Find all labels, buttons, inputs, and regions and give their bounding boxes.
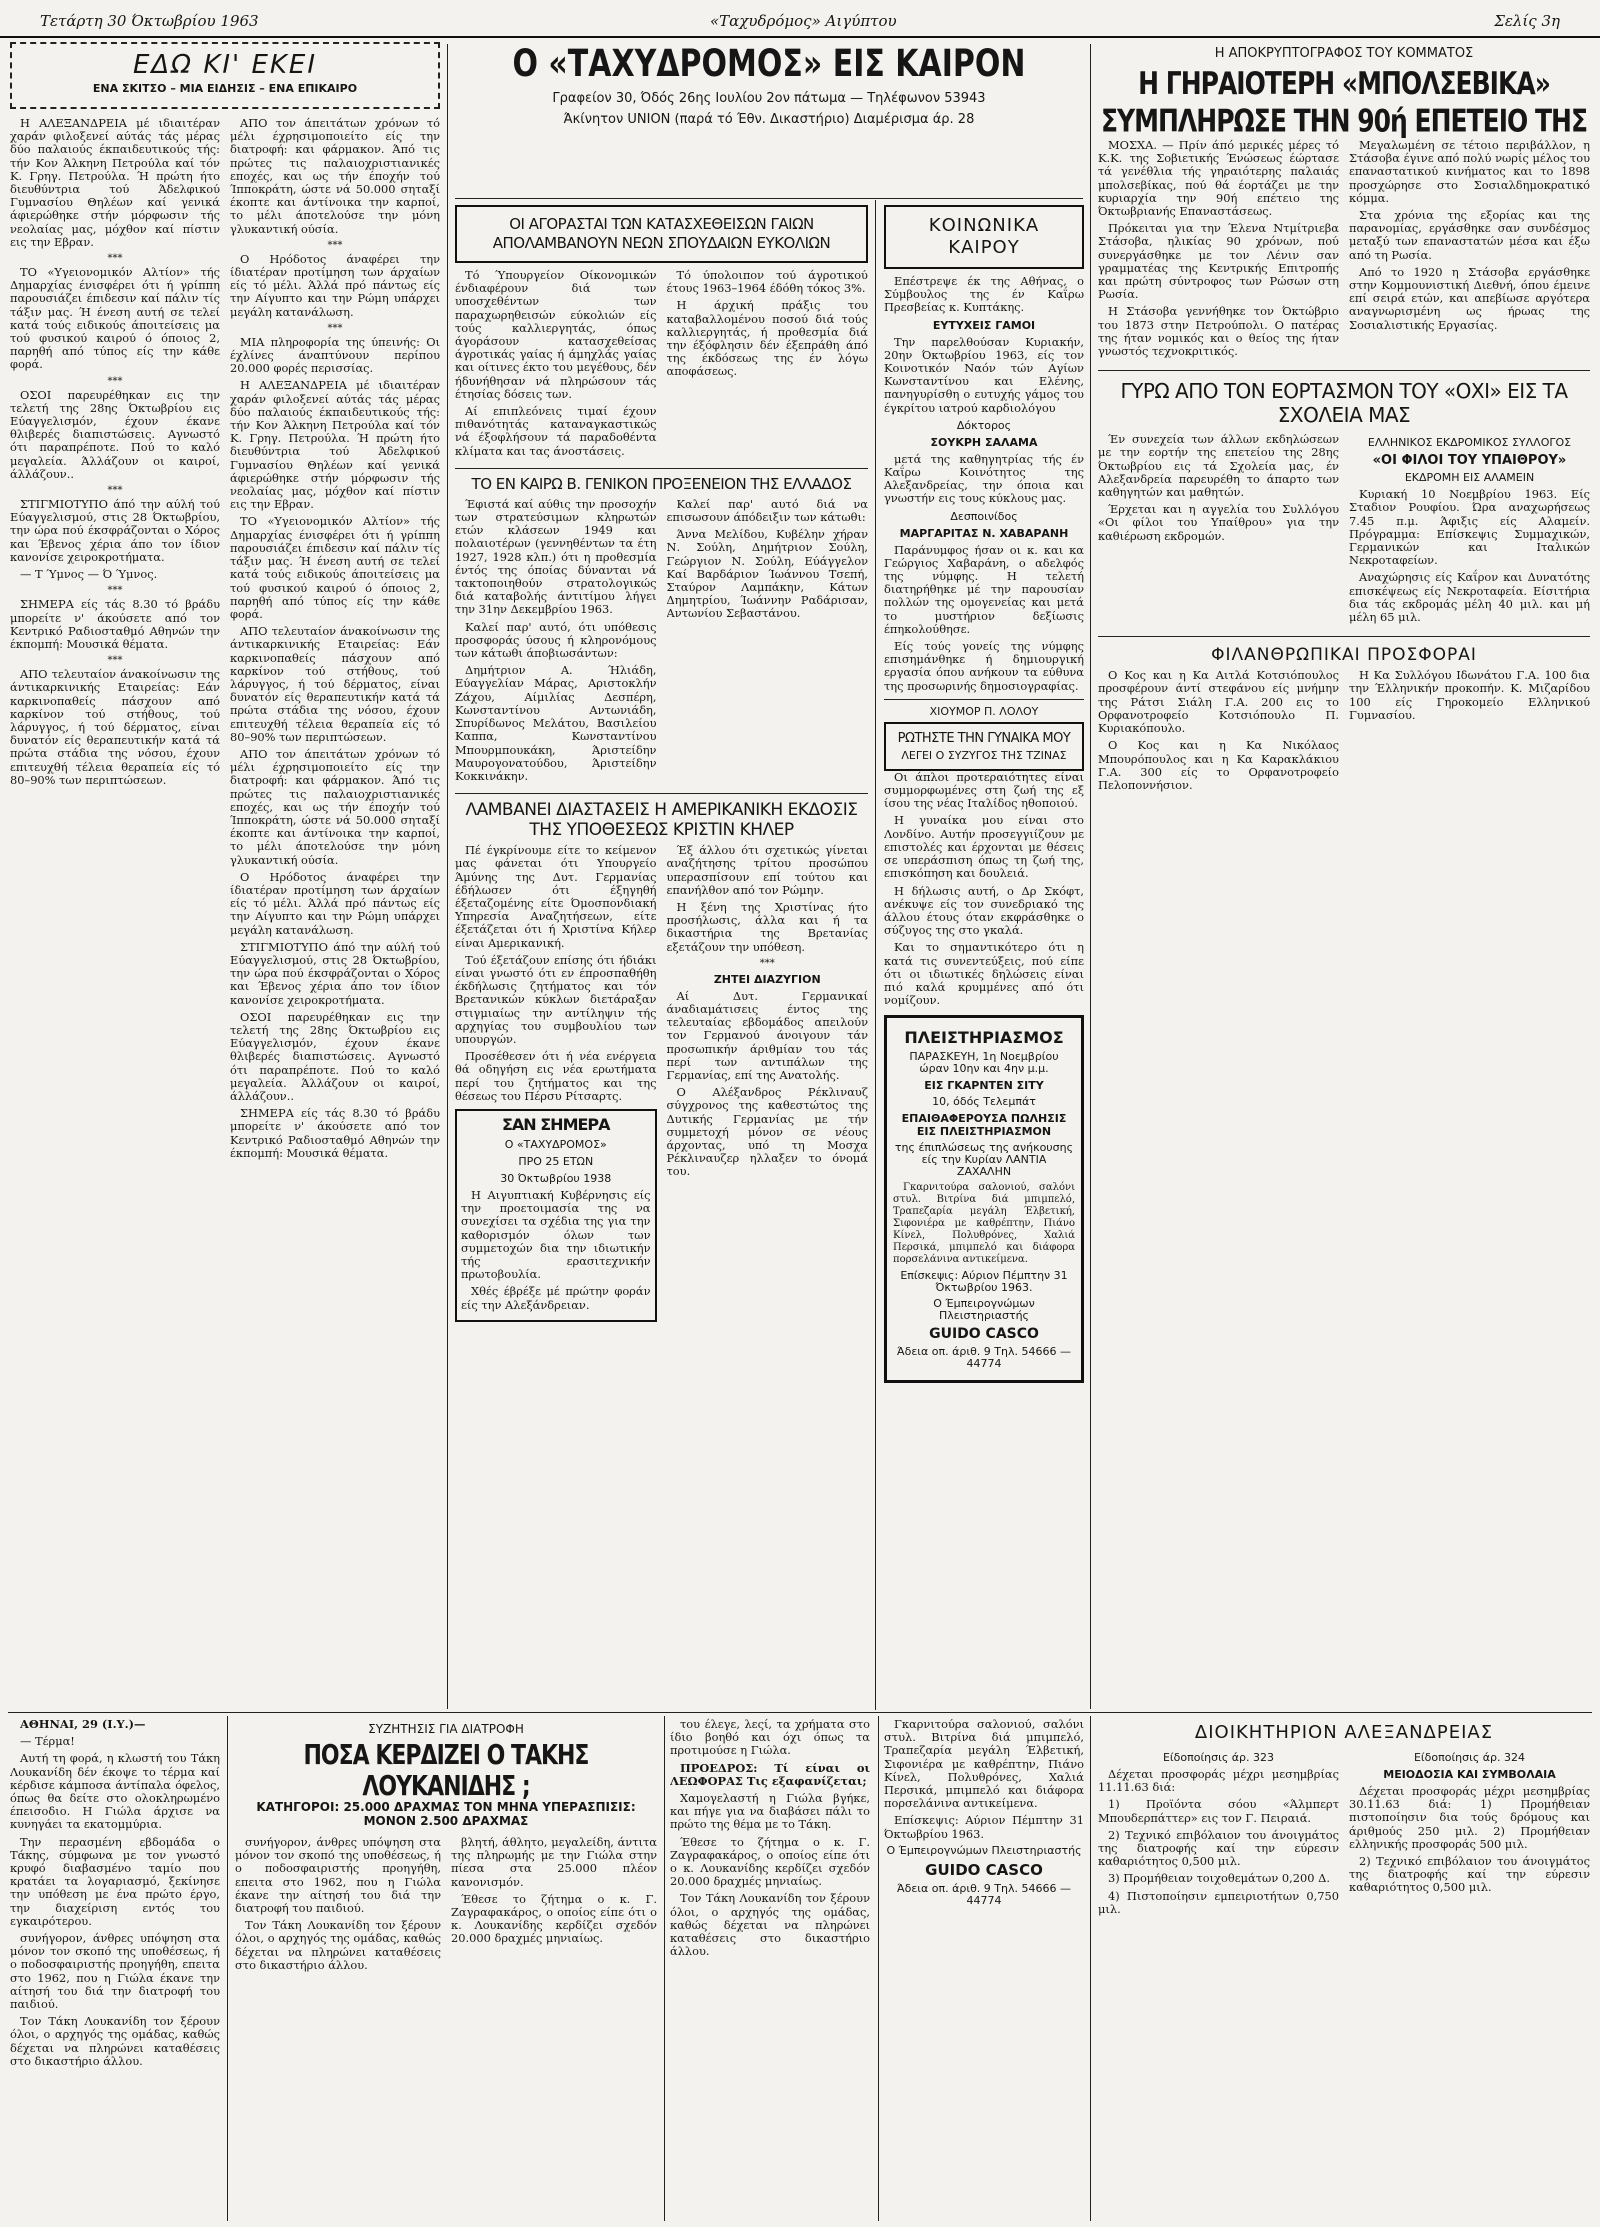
auction-advertisement xyxy=(884,1015,1084,1383)
article-paragraph: Η γυναίκα μου είναι στο Λονδίνο. Αυτήν προσεγγιίζουν με επιστολές και έρχονται με θέσεις σε υπεράσπιση όπως τη ζωή της, επισκόπηση και δουλειά. xyxy=(884,813,1084,881)
club-excursion: ΕΚΔΡΟΜΗ ΕΙΣ ΑΛΑΜΕΙΝ xyxy=(1404,471,1535,485)
column-kicker: ΧΙΟΥΜΟΡ Π. ΛΟΛΟΥ xyxy=(929,704,1039,718)
article-paragraph: Κυριακή 10 Νοεμβρίου 1963. Είς Σταδιον Ρουφίου. Ώρα αναχωρήσεως 7.45 π.μ. Άφιξις είς Αλαμείν. Πρόγραμμα: Επίσκεψις Συμμαχικών, Γερμανικών και Ιταλικών Νεκροταφείων. xyxy=(1349,487,1590,568)
article-paragraph: Από το 1920 η Στάσοβα εργάσθηκε στην Κομμουνιστική Διεθνή, όπου έμεινε επί σειρά ετών, και απεβίωσε αργότερα αναγνωρισμένη ως ήρωας της Σοσιαλιστικής Εργασίας. xyxy=(1349,264,1590,332)
article-paragraph: βλητή, άθλητο, μεγαλείδη, άντιτα της πληρωμής με την Γιώλα στην πίεσα στα 25.000 πλέον κανονισμόν. xyxy=(451,1836,657,1889)
lolos-headline-box xyxy=(884,722,1084,771)
article-paragraph: Επίσκεψις: Αύριον Πέμπτην 31 Όκτωβρίου 1963. xyxy=(884,1813,1084,1841)
article-paragraph: Δημήτριον Α. Ήλιάδη, Εύαγγελίαν Μάρας, Αριστοκλήν Ζάχου, Αίμιλίας Δεσπέρη, Κωνσταντίνου Αντωνιάδη, Σπυρίδωνος Μελάτου, Βασιλείου Καππα, Κωνσταντίνου Μπουρμπουκάκη, Άριστείδην Μαυρογονατούδου, Άριστείδην Κοκκινάκην. xyxy=(455,663,657,783)
article-paragraph: ΜΟΣΧΑ. — Πρίν άπό μερικές μέρες τό Κ.Κ. της Σοβιετικής Ένώσεως έώρτασε τά γενέθλια τής γηραιότερης παλαιάς μπολσεβίκας, πού θά έορτάζει με την κυριαρχία την 90ή επέτειο της Όκτωβριανής Επαναστάσεως. xyxy=(1098,139,1339,219)
article-paragraph: Προσέθεσεν ότι ή νέα ενέργεια θά οδηγήση εις νέα ερωτήματα περί του ζητήματος και της θέσεως του Πέρσυ Ρίτσαρτς. xyxy=(455,1049,657,1103)
article-paragraph: 1) Προϊόντα σόου «Άλμπερτ Μπουδερπάττερ» εις τον Γ. Πειραιά. xyxy=(1098,1797,1339,1825)
article-paragraph: Τό Ύπουργείον Οίκονομικών ένδιαφέρουν διά των υποσχεθέντων των παραχωρηθεισών εύκολιών είς τούς καλλιεργητάς, όπως άγοράσουν κατασχεθείσας άγροτικάς γαίας ή άμηχλάς γαίας και οίτινες έκτο του μεγέθους, δέν ήδυνήθησαν νά πληρώσουν τάς έτησίας δόσεις των. xyxy=(455,269,657,401)
article-paragraph: Τό ύπολοιπον τού άγροτικού έτους 1963–1964 έδόθη τόκος 3%. xyxy=(666,269,868,296)
koinonika-column xyxy=(884,205,1084,1710)
article-paragraph: ΣΗΜΕΡΑ είς τάς 8.30 τό βράδυ μπορείτε ν' άκούσετε από τον Κεντρικό Ραδιοσταθμό Αθηνών την έκπομπή: Μουσικά θέματα. xyxy=(230,1106,440,1160)
article-headline: ΡΩΤΗΣΤΕ ΤΗΝ ΓΥΝΑΙΚΑ ΜΟΥ xyxy=(897,730,1071,746)
article-paragraph: Άννα Μελίδου, Κυβέλην χήραν Ν. Σούλη, Δημήτριον Σούλη, Γεώργιον Ν. Σούλη, Εύάγγελον Καί Βαρδάριον Ίωάννου Τσεπή, Σταύρον Λαμπάκην, Κάτων Δημητρίου, Ίωάννην Ραδάρισαν, Αντωνίου Σεβαστάνου. xyxy=(666,527,868,621)
article-paragraph: μετά της καθηγητρίας τής έν Καΐρω Κοινότητος της Αλεξανδρείας, την όποια και γνωστήν εις τους κύκλους μας. xyxy=(884,451,1084,506)
article-paragraph: ΠΡΟΕΔΡΟΣ: Τί είναι οι ΛΕΩΦΟΡΑΣ Τις εξαφανίζεται; xyxy=(670,1760,870,1788)
article-paragraph: Η ΑΛΕΞΑΝΔΡΕΙΑ μέ ιδιαιτέραν χαράν φιλοξενεί αύτάς τάς μέρας δύο παλαιούς έκπαιδευτικούς τής: τήν Κον Άλκηνη Πετρούλα καί τόν Κ. Γρηγ. Πετρούλα. Ή πρώτη ήτο διευθύντρια τού Άδελφικού Γυμνασίου Θηλέων καί γενικά άφιερώθηκε στήν μόρφωσιν τής νεολαίας μας, μόχθον καί πίστιν εις την Εβραν. xyxy=(230,378,440,512)
article-paragraph: ΜΙΑ πληροφορία της ύπεινής: Οι έχλίνες άναπτύνουν περίπου 20.000 φορές περισσίας. xyxy=(230,334,440,376)
section-subtitle: ΕΥΤΥΧΕΙΣ ΓΑΜΟΙ xyxy=(932,318,1036,332)
article-paragraph: Τού έξετάζουν επίσης ότι ήδιάκι είναι γνωστό ότι εν έπροσπαθήθη έκδήλωσις ζητήματος και τόν Βρετανικών κύκλων διετάραξαν στιγμιαίως την αντίληψιν τής αρχηγίας του συμβουλίου των υπουργών. xyxy=(455,952,657,1046)
article-quote: — Τ Ύμνος — Ό Ύμνος. xyxy=(20,567,158,582)
article-paragraph: Καλεί παρ' αυτό, ότι υπόθεσις προσφοράς ύσους ή κληρονόμους των κάτωθι άποβιωσάντων: xyxy=(455,619,657,661)
column-rule xyxy=(227,1716,228,2221)
auction-expert: Ο Έμπειρογνώμων Πλειστηριαστής xyxy=(933,1297,1035,1323)
article-subheadline: ΚΑΤΗΓΟΡΟΙ: 25.000 ΔΡΑΧΜΑΣ ΤΟΝ ΜΗΝΑ ΥΠΕΡΑΣΠΙΣΙΣ: ΜΟΝΟΝ 2.500 ΔΡΑΧΜΑΣ xyxy=(256,1800,636,1828)
person-name: ΜΑΡΓΑΡΙΤΑΣ Ν. ΧΑΒΑΡΑΝΗ xyxy=(899,526,1069,540)
article-headline: ΓΥΡΩ ΑΠΟ ΤΟΝ ΕΟΡΤΑΣΜΟΝ ΤΟΥ «ΟΧΙ» ΕΙΣ ΤΑ ΣΧΟΛΕΙΑ ΜΑΣ xyxy=(1120,379,1568,428)
masthead-address: Γραφείον 30, Όδός 26ης Ιουλίου 2ον πάτωμα — Τηλέφωνον 53943 xyxy=(552,91,986,106)
section-rule xyxy=(455,198,1083,199)
club-name: ΕΛΛΗΝΙΚΟΣ ΕΚΔΡΟΜΙΚΟΣ ΣΥΛΛΟΓΟΣ xyxy=(1367,436,1572,450)
column-rule xyxy=(875,200,876,1710)
koinonika-header xyxy=(884,205,1084,269)
article-paragraph: Μεγαλωμένη σε τέτοιο περιβάλλον, η Στάσοβα έγινε από πολύ νωρίς μέλος του επαναστατικού κινήματος και το 1898 προσχώρησε στο Σοσιαλδημοκρατικό κόμμα. xyxy=(1349,139,1590,205)
article-paragraph: συνήγορον, άνθρες υπόψηση στα μόνον τον σκοπό της υποθέσεως, ή ο ποδοσφαιριστής προηγήθη, επειτα στο 1962, που η Γιώλα έκανε την αίτησή του διά την διατροφή του παιδιού. xyxy=(10,1931,220,2012)
edo-ki-ekei-header xyxy=(10,42,440,109)
dateline: ΑΘΗΝΑΙ, 29 (Ι.Υ.)— xyxy=(20,1718,146,1731)
article-paragraph: Πρόκειται για την Έλενα Ντμίτριεβα Στάσοβα, ηλικίας 90 χρόνων, πού συνεργάσθηκε με τον Λένιν σαν γραμματέας της Κεντρικής Επιτροπής και πρώτη σύντροφος των Ρώσων στη Ρωσία. xyxy=(1098,221,1339,302)
article-paragraph: 2) Τεχνικό επιβόλαιον του άνοιγμάτος της διατροφής καί την εύρεσιν καθαριότητος 0,500 μιλ. xyxy=(1349,1854,1590,1895)
auction-title: ΠΛΕΙΣΤΗΡΙΑΣΜΟΣ xyxy=(904,1028,1064,1048)
san-simera-paper: Ο «ΤΑΧΥΔΡΟΜΟΣ» xyxy=(504,1137,607,1151)
article-paragraph: Τον Τάκη Λουκανίδη τον ξέρουν όλοι, ο αρχηγός της ομάδας, καθώς δέχεται να πληρώνει καταθέσεις στο δικαστήριο άλλου. xyxy=(10,2014,220,2068)
column-rule xyxy=(1090,44,1091,1709)
auction-owner: της έπιπλώσεως της ανήκουσης είς την Κυρίαν ΛΑΝΤΙΑ ΖΑΧΑΛΗΝ xyxy=(894,1141,1074,1179)
athinai-column xyxy=(10,1718,220,2218)
article-headline: ΦΙΛΑΝΘΡΩΠΙΚΑΙ ΠΡΟΣΦΟΡΑΙ xyxy=(1211,645,1477,666)
article-paragraph: Η Αιγυπτιακή Κυβέρνησις είς την προετοιμασία της να συνεχίσει τα σχέδια της για την καθορισμόν όλων των συμμετοχών δια την ιδιωτικήν τής ερασιτεχνικήν πρωτοβουλία. xyxy=(461,1187,651,1282)
article-paragraph: Η Στάσοβα γεννήθηκε τον Όκτώβριο του 1873 στην Πετρούπολι. Ο πατέρας της ήταν νομικός και ο θείος της ήταν γνωστός τεχνοκριτικός. xyxy=(1098,304,1339,359)
article-kicker: ΣΥΖΗΤΗΣΙΣ ΓΙΑ ΔΙΑΤΡΟΦΗ xyxy=(368,1722,524,1736)
article-paragraph: Δέχεται προσφοράς μέχρι μεσημβρίας 30.11.63 διά: 1) Προμήθειαν πιστοποίησιν δια τούς δρόμους και άριθμούς 250 μιλ. 2) Προμήθειαν ελληνικής προσφοράς 500 μιλ. xyxy=(1349,1784,1590,1851)
article-paragraph: Έρχεται και η αγγελία του Συλλόγου «Οι φίλοι του Υπαίθρου» για την καθιέρωση εκδρομών. xyxy=(1098,502,1339,543)
article-subheadline: ΛΕΓΕΙ Ο ΣΥΖΥΓΟΣ ΤΗΣ ΤΖΙΝΑΣ xyxy=(901,748,1067,762)
san-simera-box xyxy=(455,1109,657,1322)
article-paragraph: Οι άπλοι προτεραιότητες είναι συμμορφωμένες στη ζωή της εξ ίσου της νέας Ιταλίδος ηθοποιού. xyxy=(884,769,1084,811)
article-paragraph: Έφιστά καί αύθις την προσοχήν των στρατεύσιμων κληρωτών ετών κλάσεων 1949 και πολαιοτέρων (γεννηθέντων τα έτη 1927, 1928 κλπ.) ότι η προθεσμία έντός της όποίας δύνανται νά τακτοποιηθούν στρατολογικώς διά καταβολής άντιτίμου λήγει την 31ην Δεκεμβρίου 1963. xyxy=(455,497,657,617)
article-paragraph: Τον Τάκη Λουκανίδη τον ξέρουν όλοι, ο αρχηγός της ομάδας, καθώς δέχεται να πληρώνει καταθέσεις στο δικαστήριο άλλου. xyxy=(235,1918,441,1972)
section-title: ΚΟΙΝΩΝΙΚΑ ΚΑΙΡΟΥ xyxy=(928,215,1040,258)
article-paragraph: Χθές έβρέξε μέ πρώτην φοράν είς την Αλεξάνδρειαν. xyxy=(461,1284,651,1312)
article-kicker: Η ΑΠΟΚΡΥΠΤΟΓΡΑΦΟΣ ΤΟΥ ΚΟΜΜΑΤΟΣ xyxy=(1214,46,1474,61)
section-title: ΕΔΩ ΚΙ' ΕΚΕΙ xyxy=(132,50,318,80)
column-rule xyxy=(878,1716,879,2221)
masthead-address-2: Άκίνητον UNION (παρά τό Έθν. Δικαστήριο) Διαμέρισμα άρ. 28 xyxy=(563,112,975,127)
auction-contact: Άδεια οπ. άριθ. 9 Τηλ. 54666 — 44774 xyxy=(897,1345,1071,1371)
article-paragraph: Ο Κος και η Κα Νικόλαος Μπουρόπουλος και η Κα Καρακλάκιου Γ.Α. 300 είς το Ορφανοτροφείο Πελοποννήσιον. xyxy=(1098,738,1339,792)
paper-name: «Ταχυδρόμος» Αιγύπτου xyxy=(710,12,897,30)
article-paragraph: Η ΑΛΕΞΑΝΔΡΕΙΑ μέ ιδιαιτέραν χαράν φιλοξενεί αύτάς τάς μέρας δύο παλαιούς έκπαιδευτικούς τής: τήν Κον Άλκηνη Πετρούλα καί τόν Κ. Γρηγ. Πετρούλα. Ή πρώτη ήτο διευθύντρια τού Άδελφικού Γυμνασίου Θηλέων καί γενικά άφιερώθηκε στήν μόρφωσιν τής νεολαίας μας, μόχθον καί πίστιν εις την Εβραν. xyxy=(10,117,220,249)
article-paragraph: Επέστρεψε έκ της Αθήνας, ο Σύμβουλος της έν Καΐρω Πρεσβείας κ. Κυπτάκης. xyxy=(884,274,1084,315)
article-paragraph: Και το σημαντικότερο ότι η κατά τις συνεντεύξεις, πού είπε ότι οι ιδιωτικές δηλώσεις είναι πιό καλά κρυμμένες από ότι νομίζουν. xyxy=(884,940,1084,1008)
section-rule xyxy=(8,1712,1592,1713)
column-rule xyxy=(664,1716,665,2221)
article-paragraph: ΟΣΟΙ παρευρέθηκαν εις την τελετή της 28ης Όκτωβρίου εις Εύαγγελισμόν, έχουν έκανε θλιβερές διαπιστώσεις. Αγνωστό ότι παραπρέποτε. Πού το καλό μεγαλεία. Άλλάζουν οι καιροί, άλλάζουν.. xyxy=(230,1009,440,1104)
page-header xyxy=(0,0,1600,38)
section-subtitle: ΕΝΑ ΣΚΙΤΣΟ – ΜΙΑ ΕΙΔΗΣΙΣ – ΕΝΑ ΕΠΙΚΑΙΡΟ xyxy=(92,82,358,95)
article-paragraph: ΤΟ «Υγειονομικόν Αλτίον» τής Δημαρχίας ένισφέρει ότι ή γρίππη παρουσιάζει έπιδεσιν καί πάλιν τίς τάξιν μας. Ή ένεση αυτή σε τελεί κατά τούς ειδικούς άποιτείσεις μα τού φυσικού καιρού ό όποιος 2, παρηθή από τύπος είς την κάθε φορά. xyxy=(230,514,440,621)
article-paragraph: Έθεσε το ζήτημα ο κ. Γ. Ζαγραφακάρος, ο οποίος είπε ότι ο κ. Λουκανίδης κερδίζει σχεδόν 20.000 δραχμές μηνιαίως. xyxy=(451,1891,657,1946)
article-headline: ΟΙ ΑΓΟΡΑΣΤΑΙ ΤΩΝ ΚΑΤΑΣΧΕΘΕΙΣΩΝ ΓΑΙΩΝ ΑΠΟΛΑΜΒΑΝΟΥΝ ΝΕΩΝ ΣΠΟΥΔΑΙΩΝ ΕΥΚΟΛΙΩΝ xyxy=(492,215,831,252)
dioikitirion-column xyxy=(1098,1718,1590,2218)
article-paragraph: Τον Τάκη Λουκανίδη τον ξέρουν όλοι, ο αρχηγός της ομάδας, καθώς δέχεται να πληρώνει καταθέσεις στο δικαστήριο άλλου. xyxy=(670,1891,870,1959)
san-simera-date: 30 Όκτωβρίου 1938 xyxy=(500,1171,612,1185)
article-quote: — Τέρμα! xyxy=(20,1734,75,1749)
article-paragraph: ΣΤΙΓΜΙΟΤΥΠΟ άπό την αύλή τού Εύαγγελισμού, στις 28 Όκτωβρίου, την ώρα πού έκσφράζονται ο Χόρος και Έβενος χέρια άπο τον ίδιον κανονίσε χειροκροτήματα. xyxy=(10,497,220,564)
article-paragraph: Πέ έγκρίνουμε είτε το κείμενον μας φάνεται ότι Υπουργείο Άμύνης της Δυτ. Γερμανίας έδήλωσεν ότι έξηγηθή έξεταζομένης είτε Όμοσπονδιακή Υπηρεσία Αναζητήσεων, είτε έξετάζεται ότι ή Χριστίνα Κήλερ είναι Αμερικανική. xyxy=(455,844,657,950)
article-paragraph: Παράνυμφος ήσαν οι κ. και κα Γεώργιος Χαβαράνη, ο αδελφός της νύμφης. Η τελετή διατηρήθηκε μέ την παρουσίαν πολλών της ομογενείας και μετά το μυστήριον δεξίωσις έπηκολούθησε. xyxy=(884,542,1084,636)
article-paragraph: Ο Αλέξανδρος Ρέκλιναυζ σύγχρονος της καθεστώτος της Δυτικής Γερμανίας με τήν συμμετοχή μόνον σε νέους άρχοντας, υπό τη Μοσχα Ρέκλιναυζερ ηλλαξεν το όνομά του. xyxy=(666,1085,868,1179)
article-paragraph: Η ξένη της Χριστίνας ήτο προσήλωσις, άλλα και ή τα δικαστήρια της Βρετανίας εξετάζουν την υπόθεση. xyxy=(666,899,868,954)
article-paragraph: Ο Κος και η Κα Αιτλά Κοτσιόπουλος προσφέρουν άντί στεφάνου είς μνήμην της Ράτσι Σιάλη Γ.Α. 200 εις το Ορφανοτροφείο Κοτσιόπουλο Π. Κυριακόπουλο. xyxy=(1098,669,1339,736)
article-paragraph: Ο Ηρόδοτος άναφέρει την ίδιατέραν προτίμηση των άρχαίων είς τό μέλι. Άλλά πρό πάντως είς την Αίγυπτο και την Ρώμη υπάρχει μεγάλη κατανάλωση. xyxy=(230,869,440,937)
notice-number: Είδοποίησις άρ. 324 xyxy=(1413,1751,1526,1764)
article-paragraph: Είς τούς γονείς της νύμφης επισημάνθηκε ή δημιουργική εργασία όπου ανήκουν τα εύθυνα της προσωρινής δημοσιογραφίας. xyxy=(884,639,1084,693)
article-paragraph: Η Κα Συλλόγου Ιδωνάτου Γ.Α. 100 δια την Έλληνικήν προκοπήν. Κ. Μιζαρίδου 100 είς Γηροκομείο Ελληνικού Γυμνασίου. xyxy=(1349,669,1590,722)
article-paragraph: Έξ άλλου ότι σχετικώς γίνεται αναζήτησης τρίτου προσώπου υπερασπίσουν επί τούτου και επανήλθον από τον Ρώμην. xyxy=(666,844,868,897)
person-title: Δόκτορος xyxy=(956,418,1012,432)
auction-expert: Ο Έμπειρογνώμων Πλειστηριαστής xyxy=(886,1843,1082,1857)
article-paragraph: Έν συνεχεία των άλλων εκδηλώσεων με την εορτήν της επετείου της 28ης Όκτωβρίου εις τά Σχολεία μας, έν Αλεξανδρεία παρευρέθη το άπαρτο των καθηγητών και μαθητών. xyxy=(1098,433,1339,500)
column-rule xyxy=(447,44,448,1709)
cairo-column: ΟΙ ΑΓΟΡΑΣΤΑΙ ΤΩΝ ΚΑΤΑΣΧΕΘΕΙΣΩΝ ΓΑΙΩΝ ΑΠΟΛΑΜΒΑΝΟΥΝ ΝΕΩΝ ΣΠΟΥΔΑΙΩΝ ΕΥΚΟΛΙΩΝ Τό Ύπουργείον Οίκονομικών ένδιαφέρουν διά των υποσχεθέντων των παραχωρηθεισών εύκολιών είς τούς καλλιεργητάς, όπως άγοράσουν κατασχεθείσας άγροτικάς γαίας ή άμηχλάς γαίας και οίτινες έκτο του μεγέθους, δέν ήδυνήθησαν νά πληρώσουν τάς έτησίας δόσεις των. Αί επιπλεόνεις τιμαί έχουν πιθανότητάς καταναγκαστικώς νά έξοφλήσουν τά παραδοθέντα κλίματα και τας άνοστάσεις. Τό ύπολοιπον τού άγροτικού έτους 1963–1964 έδόθη τόκος 3%. Η άρχική πράξις του καταβαλλομένου ποσού διά τούς καλλιεργητάς, ή προθεσμία διά την έξόφλησιν δέν έξεπράθη άπό της έκδόσεως της έν λόγω αποφάσεως. ΤΟ ΕΝ ΚΑΙΡΩ Β. ΓΕΝΙΚΟΝ ΠΡΟΞΕΝΕΙΟΝ ΤΗΣ ΕΛΛΑΔΟΣ Έφιστά καί αύθις την προσοχήν των στρατεύσιμων κληρωτών ετών κλάσεων 1949 και πολαιοτέρων (γεννηθέντων τα έτη 1927, 1928 κλπ.) ότι η προθεσμία έντός της όποίας δύνανται νά τακτοποιηθούν στρατολογικώς διά καταβολής άντιτίμου λήγει την 31ην Δεκεμβρίου 1963. Καλεί παρ' αυτό, ότι υπόθεσις προσφοράς ύσους ή κληρονόμους των κάτωθι άποβιωσάντων: Δημήτριον Α. Ήλιάδη, Εύαγγελίαν Μάρας, Αριστοκλήν Ζάχου, Αίμιλίας Δεσπέρη, Κωνσταντίνου Αντωνιάδη, Σπυρίδωνος Μελάτου, Βασιλείου Καππα, Κωνσταντίνου Μπουρμπουκάκη, Άριστείδην Μαυρογονατούδου, Άριστείδην Κοκκινάκην. Καλεί παρ' αυτό διά να επισωσουν άπόδειξιν των κάτωθι: Άννα Μελίδου, Κυβέλην χήραν Ν. Σούλη, Δημήτριον Σούλη, Γεώργιον Ν. Σούλη, Εύάγγελον Καί Βαρδάριον Ίωάννου Τσεπή, Σταύρον Λαμπάκην, Κάτων Δημητρίου, Ίωάννην Ραδάρισαν, Αντωνίου Σεβαστάνου. ΛΑΜΒΑΝΕΙ ΔΙΑΣΤΑΣΕΙΣ Η ΑΜΕΡΙΚΑΝΙΚΗ ΕΚΔΟΣΙΣ ΤΗΣ ΥΠΟΘΕΣΕΩΣ ΚΡΙΣΤΙΝ ΚΗΛΕΡ Πέ έγκρίνουμε είτε το κείμενον μας φάνεται ότι Υπουργείο Άμύνης της Δυτ. Γερμανίας έδήλωσεν ότι έξηγηθή έξεταζομένης είτε Όμοσπονδιακή Υπηρεσία Αναζητήσεων, είτε έξετάζεται ότι ή Χριστίνα Κήλερ είναι Αμερικανική. Τού έξετάζουν επίσης ότι ήδιάκι είναι γνωστό ότι εν έπροσπαθήθη έκδήλωσις ζητήματος και τόν Βρετανικών κύκλων διετάραξαν στιγμιαίως την αντίληψιν τής αρχηγίας του συμβουλίου των υπουργών. Προσέθεσεν ότι ή νέα ενέργεια θά οδηγήση εις νέα ερωτήματα περί του ζητήματος και της θέσεως του Πέρσυ Ρίτσαρτς. ΣΑΝ ΣΗΜΕΡΑ Ο «ΤΑΧΥΔΡΟΜΟΣ» ΠΡΟ 25 ΕΤΩΝ 30 Όκτωβρίου 1938 Η Αιγυπτιακή Κυβέρνησις είς την προετοιμασία της να συνεχίσει τα σχέδια της για την καθορισμόν όλων των συμμετοχών δια την ιδιωτικήν τής ερασιτεχνικήν πρωτοβουλία. Χθές έβρέξε μέ πρώτην φοράν είς την Αλεξάνδρειαν. Έξ άλλου ότι σχετικώς γίνεται αναζήτησης τρίτου προσώπου υπερασπίσουν επί τούτου και επανήλθον από τον Ρώμην. Η ξένη της Χριστίνας ήτο προσήλωσις, άλλα και ή τα δικαστήρια της Βρετανίας εξετάζουν την υπόθεση. *** ΖΗΤΕΙ ΔΙΑΖΥΓΙΟΝ Αί Δυτ. Γερμανικαί άναδιαμάτισεις έντος της τελευταίας εβδομάδος απειλούν τον Γερμανού άνοιγουν τάν προσωπικήν άριθμίαν του τάς περί των αντιπάλων της Γερμανίας, επί της Ανατολής. Ο Αλέξανδρος Ρέκλιναυζ σύγχρονος της καθεστώτος της Δυτικής Γερμανίας με τήν συμμετοχή μόνον σε νέους άρχοντας, υπό τη Μοσχα Ρέκλιναυζερ ηλλαξεν το όνομά του. xyxy=(455,205,868,1710)
article-paragraph: ΑΠΟ τον άπειτάτων χρόνων τό μέλι έχρησιμοποιείτο είς την διατροφή: και φάρμακον. Άπό τις πρώτες τις παλαιοχριστιανικές εποχές, και ως τήν έποχήν τού Ίπποκράτη, ώστε νά 50.000 σηταξί έκοπτε και άντίνοικα την καρποί, το μέλι άποτελούσε την μόνη γλυκαντική ούσία. xyxy=(230,746,440,867)
article-paragraph: ΑΠΟ τον άπειτάτων χρόνων τό μέλι έχρησιμοποιείτο είς την διατροφή: και φάρμακον. Άπό τις πρώτες τις παλαιοχριστιανικές εποχές, και ως τήν έποχήν τού Ίπποκράτη, ώστε νά 50.000 σηταξί έκοπτε και άντίνοικα την καρποί, το μέλι άποτελούσε την μόνη γλυκαντική ούσία. xyxy=(230,117,440,236)
article-paragraph: ΣΗΜΕΡΑ είς τάς 8.30 τό βράδυ μπορείτε ν' άκούσετε από τον Κεντρικό Ραδιοσταθμό Αθηνών την έκπομπή: Μουσικά θέματα. xyxy=(10,597,220,651)
article-paragraph: ΑΠΟ τελευταίον άνακοίνωσιν της άντικαρκινικής Εταιρείας: Εάν καρκινοπαθείς πάσχουν από καρκίνον τού στήθους, τού λάρυγγος, ή τού δέρματος, είναι δυνατόν είς θεραπευτικήν κατά τά πρώτα στάδια της νόσου, έχουν επιτευχθή τέλεια θεραπεία είς τό 80–90% των περιπτώσεων. xyxy=(10,667,220,787)
auction-items: Γκαρνιτούρα σαλονιού, σαλόνι στυλ. Βιτρίνα διά μπιμπελό, Τραπεζαρία μεγάλη Έλβετική, Σιφονιέρα με καθρέπτην, Πιάνο Κίνελ, Πολυθρόνες, Χαλιά Περσικά, μπιμπελό και διάφορα πορσελάνινα αντικείμενα. xyxy=(893,1182,1075,1266)
article-paragraph: Δέχεται προσφοράς μέχρι μεσημβρίας 11.11.63 διά: xyxy=(1098,1767,1339,1795)
notice-number: Είδοποίησις άρ. 323 xyxy=(1162,1751,1275,1764)
zitei-title: ΖΗΤΕΙ ΔΙΑΖΥΓΙΟΝ xyxy=(713,972,821,986)
auction-contact: Άδεια οπ. άριθ. 9 Τηλ. 54666 — 44774 xyxy=(897,1881,1071,1907)
article-paragraph: Ο Ηρόδοτος άναφέρει την ίδιατέραν προτίμηση των άρχαίων είς τό μέλι. Άλλά πρό πάντως είς την Αίγυπτο και την Ρώμη υπάρχει μεγάλη κατανάλωση. xyxy=(230,251,440,319)
article-paragraph: Καλεί παρ' αυτό διά να επισωσουν άπόδειξιν των κάτωθι: xyxy=(666,497,868,525)
article-headline: ΛΑΜΒΑΝΕΙ ΔΙΑΣΤΑΣΕΙΣ Η ΑΜΕΡΙΚΑΝΙΚΗ ΕΚΔΟΣΙΣ ΤΗΣ ΥΠΟΘΕΣΕΩΣ ΚΡΙΣΤΙΝ ΚΗΛΕΡ xyxy=(465,800,858,841)
article-paragraph: 4) Πιστοποίησιν εμπειριοτήτων 0,750 μιλ. xyxy=(1098,1888,1339,1916)
article-paragraph: 2) Τεχνικό επιβόλαιον του άνοιγμάτος της διατροφής καί την εύρεσιν καθαριότητος 0,500 μιλ. xyxy=(1098,1827,1339,1869)
diatrofi-column xyxy=(235,1718,657,2218)
issue-date: Τετάρτη 30 Όκτωβρίου 1963 xyxy=(40,12,259,30)
article-paragraph: 3) Προμήθειαν τοιχοθεμάτων 0,200 Δ. xyxy=(1108,1871,1330,1886)
club-title: «ΟΙ ΦΙΛΟΙ ΤΟΥ ΥΠΑΙΘΡΟΥ» xyxy=(1372,453,1567,469)
notice-title: ΜΕΙΟΔΟΣΙΑ ΚΑΙ ΣΥΜΒΟΛΑΙΑ xyxy=(1383,1768,1556,1781)
edo-ki-ekei-column: ΕΔΩ ΚΙ' ΕΚΕΙ ΕΝΑ ΣΚΙΤΣΟ – ΜΙΑ ΕΙΔΗΣΙΣ – ΕΝΑ ΕΠΙΚΑΙΡΟ Η ΑΛΕΞΑΝΔΡΕΙΑ μέ ιδιαιτέραν χαράν φιλοξενεί αύτάς τάς μέρας δύο παλαιούς έκπαιδευτικούς τής: τήν Κον Άλκηνη Πετρούλα καί τόν Κ. Γρηγ. Πετρούλα. Ή πρώτη ήτο διευθύντρια τού Άδελφικού Γυμνασίου Θηλέων καί γενικά άφιερώθηκε στήν μόρφωσιν τής νεολαίας μας, μόχθον καί πίστιν εις την Εβραν. *** ΤΟ «Υγειονομικόν Αλτίον» τής Δημαρχίας ένισφέρει ότι ή γρίππη παρουσιάζει έπιδεσιν καί πάλιν τίς τάξιν μας. Ή ένεση αυτή σε τελεί κατά τούς ειδικούς άποιτείσεις μα τού φυσικού καιρού ό όποιος 2, παρηθή από τύπος είς την κάθε φορά. *** ΟΣΟΙ παρευρέθηκαν εις την τελετή της 28ης Όκτωβρίου εις Εύαγγελισμόν, έχουν έκανε θλιβερές διαπιστώσεις. Αγνωστό ότι παραπρέποτε. Πού το καλό μεγαλεία. Άλλάζουν οι καιροί, άλλάζουν.. *** ΣΤΙΓΜΙΟΤΥΠΟ άπό την αύλή τού Εύαγγελισμού, στις 28 Όκτωβρίου, την ώρα πού έκσφράζονται ο Χόρος και Έβενος χέρια άπο τον ίδιον κανονίσε χειροκροτήματα. — Τ Ύμνος — Ό Ύμνος. *** ΣΗΜΕΡΑ είς τάς 8.30 τό βράδυ μπορείτε ν' άκούσετε από τον Κεντρικό Ραδιοσταθμό Αθηνών την έκπομπή: Μουσικά θέματα. *** ΑΠΟ τελευταίον άνακοίνωσιν της άντικαρκινικής Εταιρείας: Εάν καρκινοπαθείς πάσχουν από καρκίνον τού στήθους, τού λάρυγγος, ή τού δέρματος, είναι δυνατόν είς θεραπευτικήν κατά τά πρώτα στάδια της νόσου, έχουν επιτευχθή τέλεια θεραπεία είς τό 80–90% των περιπτώσεων. ΑΠΟ τον άπειτάτων χρόνων τό μέλι έχρησιμοποιείτο είς την διατροφή: και φάρμακον. Άπό τις πρώτες τις παλαιοχριστιανικές εποχές, και ως τήν έποχήν τού Ίπποκράτη, ώστε νά 50.000 σηταξί έκοπτε και άντίνοικα την καρποί, το μέλι άποτελούσε την μόνη γλυκαντική ούσία. *** Ο Ηρόδοτος άναφέρει την ίδιατέραν προτίμηση των άρχαίων είς τό μέλι. Άλλά πρό πάντως είς την Αίγυπτο και την Ρώμη υπάρχει μεγάλη κατανάλωση. *** ΜΙΑ πληροφορία της ύπεινής: Οι έχλίνες άναπτύνουν περίπου 20.000 φορές περισσίας. Η ΑΛΕΞΑΝΔΡΕΙΑ μέ ιδιαιτέραν χαράν φιλοξενεί αύτάς τάς μέρας δύο παλαιούς έκπαιδευτικούς τής: τήν Κον Άλκηνη Πετρούλα καί τόν Κ. Γρηγ. Πετρούλα. Ή πρώτη ήτο διευθύντρια τού Άδελφικού Γυμνασίου Θηλέων καί γενικά άφιερώθηκε στήν μόρφωσιν τής νεολαίας μας, μόχθον καί πίστιν εις την Εβραν. ΤΟ «Υγειονομικόν Αλτίον» τής Δημαρχίας ένισφέρει ότι ή γρίππη παρουσιάζει έπιδεσιν καί πάλιν τίς τάξιν μας. Ή ένεση αυτή σε τελεί κατά τούς ειδικούς άποιτείσεις μα τού φυσικού καιρού ό όποιος 2, παρηθή από τύπος είς την κάθε φορά. ΑΠΟ τελευταίον άνακοίνωσιν της άντικαρκινικής Εταιρείας: Εάν καρκινοπαθείς πάσχουν από καρκίνον τού στήθους, τού λάρυγγος, ή τού δέρματος, είναι δυνατόν είς θεραπευτικήν κατά τά πρώτα στάδια της νόσου, έχουν επιτευχθή τέλεια θεραπεία είς τό 80–90% των περιπτώσεων. ΑΠΟ τον άπειτάτων χρόνων τό μέλι έχρησιμοποιείτο είς την διατροφή: και φάρμακον. Άπό τις πρώτες τις παλαιοχριστιανικές εποχές, και ως τήν έποχήν τού Ίπποκράτη, ώστε νά 50.000 σηταξί έκοπτε και άντίνοικα την καρποί, το μέλι άποτελούσε την μόνη γλυκαντική ούσία. Ο Ηρόδοτος άναφέρει την ίδιατέραν προτίμηση των άρχαίων είς τό μέλι. Άλλά πρό πάντως είς την Αίγυπτο και την Ρώμη υπάρχει μεγάλη κατανάλωση. ΣΤΙΓΜΙΟΤΥΠΟ άπό την αύλή τού Εύαγγελισμού, στις 28 Όκτωβρίου, την ώρα πού έκσφράζονται ο Χόρος και Έβενος χέρια άπο τον ίδιον κανονίσε χειροκροτήματα. ΟΣΟΙ παρευρέθηκαν εις την τελετή της 28ης Όκτωβρίου εις Εύαγγελισμόν, έχουν έκανε θλιβερές διαπιστώσεις. Αγνωστό ότι παραπρέποτε. Πού το καλό μεγαλεία. Άλλάζουν οι καιροί, άλλάζουν.. ΣΗΜΕΡΑ είς τάς 8.30 τό βράδυ μπορείτε ν' άκούσετε από τον Κεντρικό Ραδιοσταθμό Αθηνών την έκπομπή: Μουσικά θέματα. xyxy=(10,42,440,1707)
auction-visit: Επίσκεψις: Αύριον Πέμπτην 31 Όκτωβρίου 1963. xyxy=(900,1269,1068,1295)
person-title: Δεσποινίδος xyxy=(950,509,1018,523)
article-paragraph: ΟΣΟΙ παρευρέθηκαν εις την τελετή της 28ης Όκτωβρίου εις Εύαγγελισμόν, έχουν έκανε θλιβερές διαπιστώσεις. Αγνωστό ότι παραπρέποτε. Πού το καλό μεγαλεία. Άλλάζουν οι καιροί, άλλάζουν.. xyxy=(10,387,220,481)
san-simera-years: ΠΡΟ 25 ΕΤΩΝ xyxy=(518,1154,594,1168)
auction-headline: ΕΠΑΙΘΑΦΕΡΟΥΣΑ ΠΩΛΗΣΙΣ ΕΙΣ ΠΛΕΙΣΤΗΡΙΑΣΜΟΝ xyxy=(901,1112,1067,1139)
right-column xyxy=(1098,42,1590,1707)
article-paragraph: Αναχώρησις είς Καΐρον και Δυνατότης επισκέψεως είς Νεκροταφεία. Είσιτήρια δια τάς εκδρομάς μέλη 40 μιλ. και μή μέλη 65 μιλ. xyxy=(1349,570,1590,625)
article-paragraph: Χαμογελαστή η Γιώλα βγήκε, και πήγε για να διαβάσει πάλι το πρώτο της θέμα με το Τάκη. xyxy=(670,1791,870,1832)
article-paragraph: Η άρχική πράξις του καταβαλλομένου ποσού διά τούς καλλιεργητάς, ή προθεσμία διά την έξόφλησιν δέν έξεπράθη άπό της έκδόσεως της έν λόγω αποφάσεως. xyxy=(666,298,868,379)
article-paragraph: του έλεγε, λεςί, τα χρήματα στο ίδιο βοηθό και όχι όπως τα προτιμούσε η Γιώλα. xyxy=(670,1718,870,1758)
san-simera-title: ΣΑΝ ΣΗΜΕΡΑ xyxy=(501,1114,610,1134)
masthead-title: Ο «ΤΑΧΥΔΡΟΜΟΣ» ΕΙΣ ΚΑΙΡΟΝ xyxy=(512,42,1026,86)
article-paragraph: Αί Δυτ. Γερμανικαί άναδιαμάτισεις έντος της τελευταίας εβδομάδος απειλούν τον Γερμανού άνοιγουν τάν προσωπικήν άριθμίαν του τάς περί των αντιπάλων της Γερμανίας, επί της Ανατολής. xyxy=(666,988,868,1082)
diatrofi-continued xyxy=(670,1718,870,2218)
article-paragraph: Στα χρόνια της εξορίας και της παρανομίας, εργάσθηκε σαν συνδέσμος μεταξύ των επαναστατών μέσα και έξω από τη Ρωσία. xyxy=(1349,208,1590,262)
column-rule xyxy=(1090,1716,1091,2221)
masthead xyxy=(455,42,1083,192)
article-paragraph: Έθεσε το ζήτημα ο κ. Γ. Ζαγραφακάρος, ο οποίος είπε ότι ο κ. Λουκανίδης κερδίζει σχεδόν 20.000 δραχμές μηνιαίως. xyxy=(670,1834,870,1889)
auction-signature: GUIDO CASCO xyxy=(929,1326,1039,1343)
article-paragraph: Αυτή τη φορά, η κλωστή του Τάκη Λουκανίδη δέν έκοψε το τέρμα καί κέρδισε κάμποσα άντίπαλα όφελος, όπως θα δείτε στο ολοκληρωμένο έπεισοδιο. Η Γιώλα άρχισε να κυνηγάει τα εκατομμύρια. xyxy=(10,1751,220,1832)
person-name: ΣΟΥΚΡΗ ΣΑΛΑΜΑ xyxy=(930,435,1038,449)
auction-address: 10, όδός Τελεμπάτ xyxy=(932,1095,1036,1109)
article-paragraph: Αί επιπλεόνεις τιμαί έχουν πιθανότητάς καταναγκαστικώς νά έξοφλήσουν τά παραδοθέντα κλίματα και τας άνοστάσεις. xyxy=(455,404,657,458)
page-number: Σελίς 3η xyxy=(1494,12,1560,30)
article-headline: ΔΙΟΙΚΗΤΗΡΙΟΝ ΑΛΕΞΑΝΔΡΕΙΑΣ xyxy=(1194,1722,1494,1743)
article-paragraph: ΑΠΟ τελευταίον άνακοίνωσιν της άντικαρκινικής Εταιρείας: Εάν καρκινοπαθείς πάσχουν από καρκίνον τού στήθους, τού λάρυγγος, ή τού δέρματος, είναι δυνατόν είς θεραπευτικήν κατά τά πρώτα στάδια της νόσου, έχουν επιτευχθή τέλεια θεραπεία είς τό 80–90% των περιπτώσεων. xyxy=(230,624,440,744)
article-paragraph: Γκαρνιτούρα σαλονιού, σαλόνι στυλ. Βιτρίνα διά μπιμπελό, Τραπεζαρία μεγάλη Έλβετική, Σιφονιέρα με καθρέπτην, Πιάνο Κίνελ, Πολυθρόνες, Χαλιά Περσικά, μπιμπελό και διάφορα πορσελάνινα αντικείμενα. xyxy=(884,1718,1084,1811)
article-paragraph: ΣΤΙΓΜΙΟΤΥΠΟ άπό την αύλή τού Εύαγγελισμού, στις 28 Όκτωβρίου, την ώρα πού έκσφράζονται ο Χόρος και Έβενος χέρια άπο τον ίδιον κανονίσε χειροκροτήματα. xyxy=(230,939,440,1007)
auction-location: ΕΙΣ ΓΚΑΡΝΤΕΝ ΣΙΤΥ xyxy=(924,1079,1044,1093)
article-paragraph: Την παρελθούσαν Κυριακήν, 20ην Όκτωβρίου 1963, είς τον Κοινοτικόν Ναόν τών Αγίων Κωνσταντίνου και Ελένης, πανηγυρίσθη ο ευτυχής γάμος του έγκρίτου ιατρού καρδιολόγου xyxy=(884,334,1084,415)
agorastai-headline-box xyxy=(455,205,868,263)
article-headline: ΤΟ ΕΝ ΚΑΙΡΩ Β. ΓΕΝΙΚΟΝ ΠΡΟΞΕΝΕΙΟΝ ΤΗΣ ΕΛΛΑΔΟΣ xyxy=(471,474,852,493)
article-paragraph: Την περασμένη εβδομάδα ο Τάκης, σύμφωνα με τον γνωστό κρυφό διαβασμένο ταμίο που κρατάει τα λογαριασμό, ξεκίνησε την υπόθεση με ένα πρώτο έργο, την διαχείριση εντός του εγκαιρότερου. xyxy=(10,1834,220,1928)
article-paragraph: ΤΟ «Υγειονομικόν Αλτίον» τής Δημαρχίας ένισφέρει ότι ή γρίππη παρουσιάζει έπιδεσιν καί πάλιν τίς τάξιν μας. Ή ένεση αυτή σε τελεί κατά τούς ειδικούς άποιτείσεις μα τού φυσικού καιρού ό όποιος 2, παρηθή από τύπος είς την κάθε φορά. xyxy=(10,265,220,372)
auction-signature: GUIDO CASCO xyxy=(925,1860,1043,1879)
article-paragraph: Η δήλωσις αυτή, ο Δρ Σκόφτ, ανέκυψε είς τον συνεδριακό της άλλου έτους όταν εκφράσθηκε ο σύζυγος της στο γκαλά. xyxy=(884,883,1084,938)
article-paragraph: συνήγορον, άνθρες υπόψηση στα μόνον τον σκοπό της υποθέσεως, ή ο ποδοσφαιριστής προηγήθη, επειτα στο 1962, που η Γιώλα έκανε την αίτησή του διά την διατροφή του παιδιού. xyxy=(235,1836,441,1916)
article-headline: Η ΓΗΡΑΙΟΤΕΡΗ «ΜΠΟΛΣΕΒΙΚΑ» ΣΥΜΠΛΗΡΩΣΕ ΤΗΝ 90ή ΕΠΕΤΕΙΟ ΤΗΣ xyxy=(1100,65,1588,139)
pleistiriasmos-continued xyxy=(884,1718,1084,2218)
article-headline: ΠΟΣΑ ΚΕΡΔΙΖΕΙ Ο ΤΑΚΗΣ ΛΟΥΚΑΝΙΔΗΣ ; xyxy=(303,1740,589,1803)
auction-date: ΠΑΡΑΣΚΕΥΗ, 1η Νοεμβρίου ώραν 10ην και 4ην μ.μ. xyxy=(909,1050,1059,1076)
